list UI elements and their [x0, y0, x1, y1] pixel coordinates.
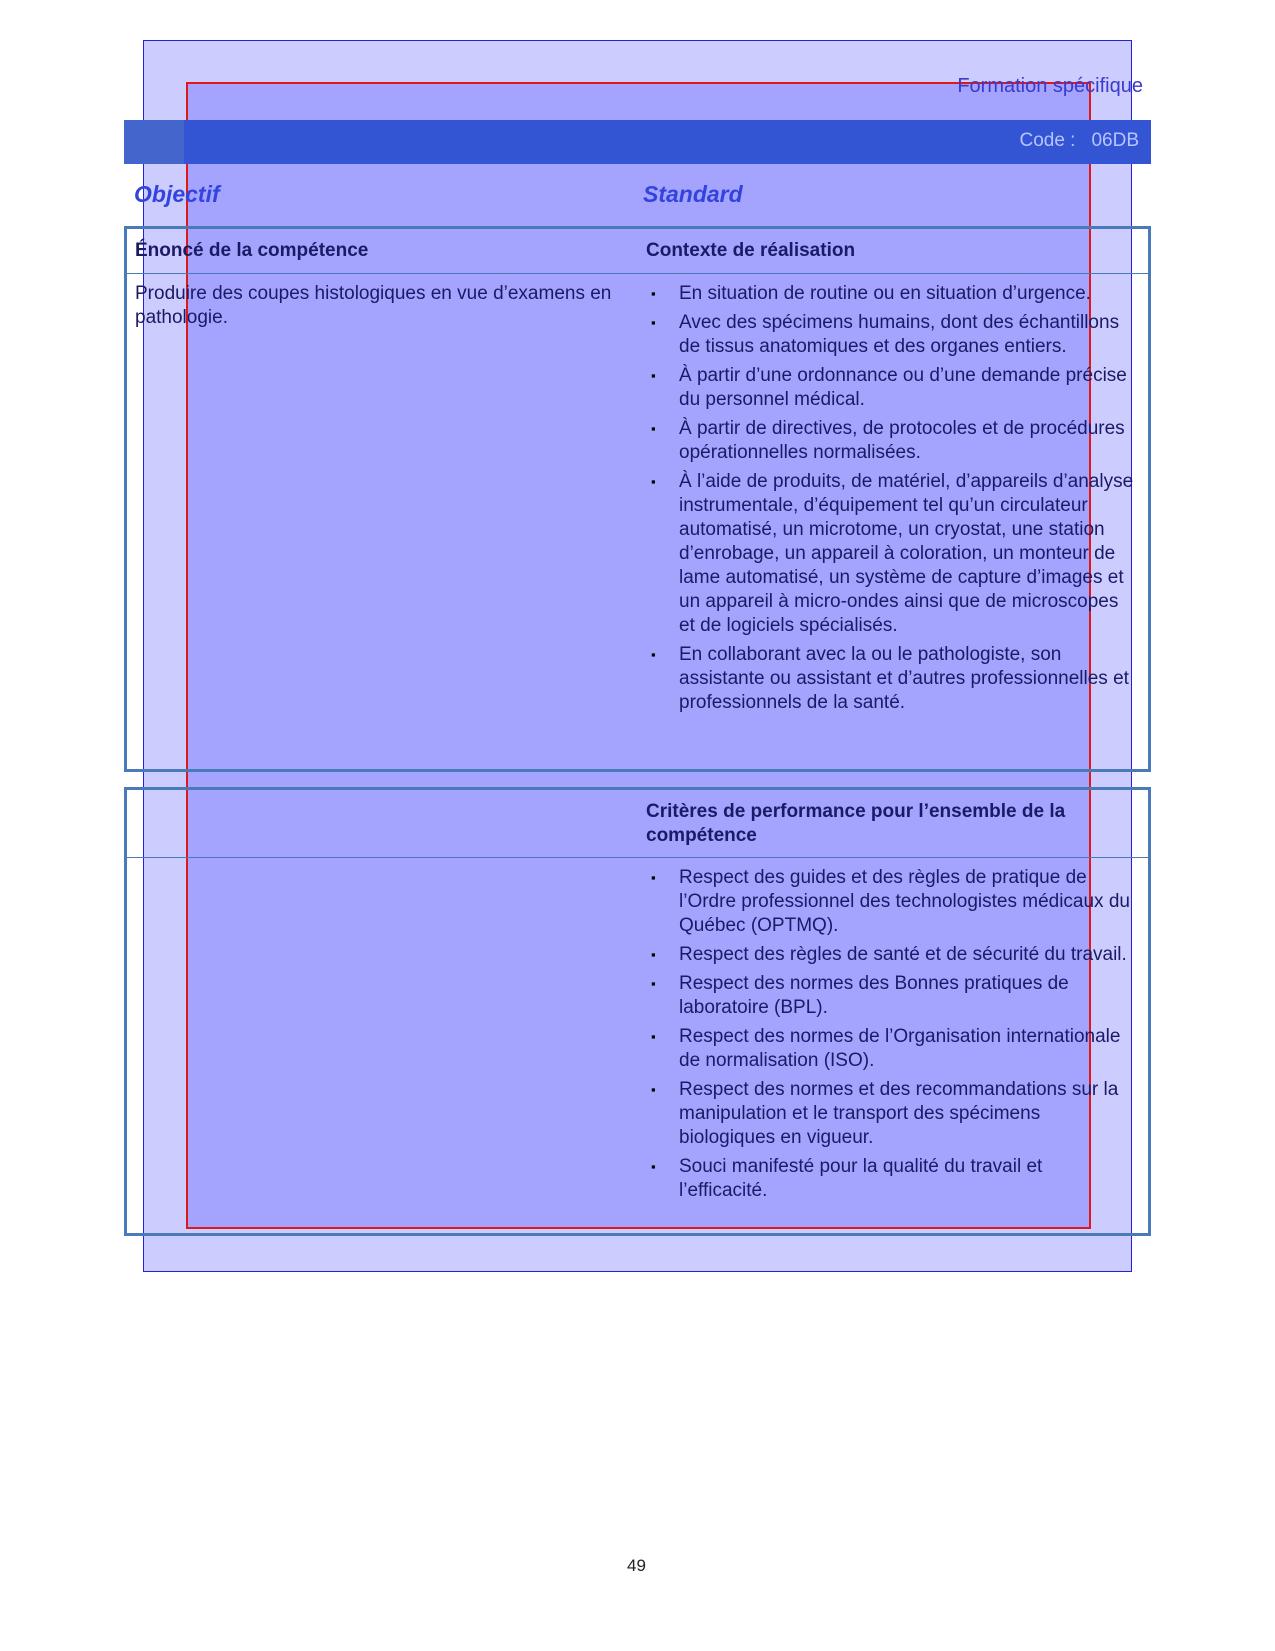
standard-heading: Standard	[643, 181, 743, 207]
header-bar-accent	[124, 120, 184, 164]
context-item: ▪ À partir de directives, de protocoles et de procédures opérationnelles normalisées.	[649, 417, 1135, 465]
context-heading: Contexte de réalisation	[646, 240, 856, 261]
performance-item: ▪ Souci manifesté pour la qualité du travail et l’efficacité.	[649, 1155, 1135, 1203]
code-value: 06DB	[1091, 130, 1139, 151]
header-divider	[127, 857, 1148, 858]
performance-table	[124, 787, 1151, 1236]
competency-statement: Produire des coupes histologiques en vue d’examens en pathologie.	[135, 283, 612, 328]
context-item: ▪ Avec des spécimens humains, dont des échantillons de tissus anatomiques et des organes entiers.	[649, 311, 1135, 359]
performance-item: ▪ Respect des normes et des recommandations sur la manipulation et le transport des spécimens biologiques en vigueur.	[649, 1078, 1135, 1150]
performance-heading: Critères de performance pour l’ensemble de la compétence	[646, 801, 1066, 846]
performance-item: ▪ Respect des règles de santé et de sécurité du travail.	[649, 943, 1135, 967]
header-divider	[127, 273, 1148, 274]
performance-item: ▪ Respect des guides et des règles de pratique de l’Ordre professionnel des technologistes médicaux du Québec (OPTMQ).	[649, 866, 1135, 938]
performance-item: ▪ Respect des normes de l’Organisation internationale de normalisation (ISO).	[649, 1025, 1135, 1073]
context-list	[649, 282, 1135, 720]
section-title: Formation spécifique	[957, 75, 1143, 97]
objective-heading: Objectif	[134, 181, 220, 207]
competency-code	[1019, 130, 1139, 152]
context-item: ▪ En collaborant avec la ou le pathologiste, son assistante ou assistant et d’autres professionnelles et professionnels de la santé.	[649, 643, 1135, 715]
competency-table	[124, 226, 1151, 772]
performance-list	[649, 866, 1135, 1208]
context-item: ▪ En situation de routine ou en situation d’urgence.	[649, 282, 1135, 306]
performance-item: ▪ Respect des normes des Bonnes pratiques de laboratoire (BPL).	[649, 972, 1135, 1020]
context-item: ▪ À l’aide de produits, de matériel, d’appareils d’analyse instrumentale, d’équipement tel qu’un circulateur automatisé, un microtome, un cryostat, une station d’enrobage, un appareil à coloration, un monteur de lame automatisé, un système de capture d’images et un appareil à micro-ondes ainsi que de microscopes et de logiciels spécialisés.	[649, 470, 1135, 638]
page-number: 49	[627, 1556, 646, 1575]
code-label: Code :	[1019, 130, 1076, 151]
statement-heading: Énoncé de la compétence	[135, 240, 369, 261]
context-item: ▪ À partir d’une ordonnance ou d’une demande précise du personnel médical.	[649, 364, 1135, 412]
header-bar	[124, 120, 1151, 164]
